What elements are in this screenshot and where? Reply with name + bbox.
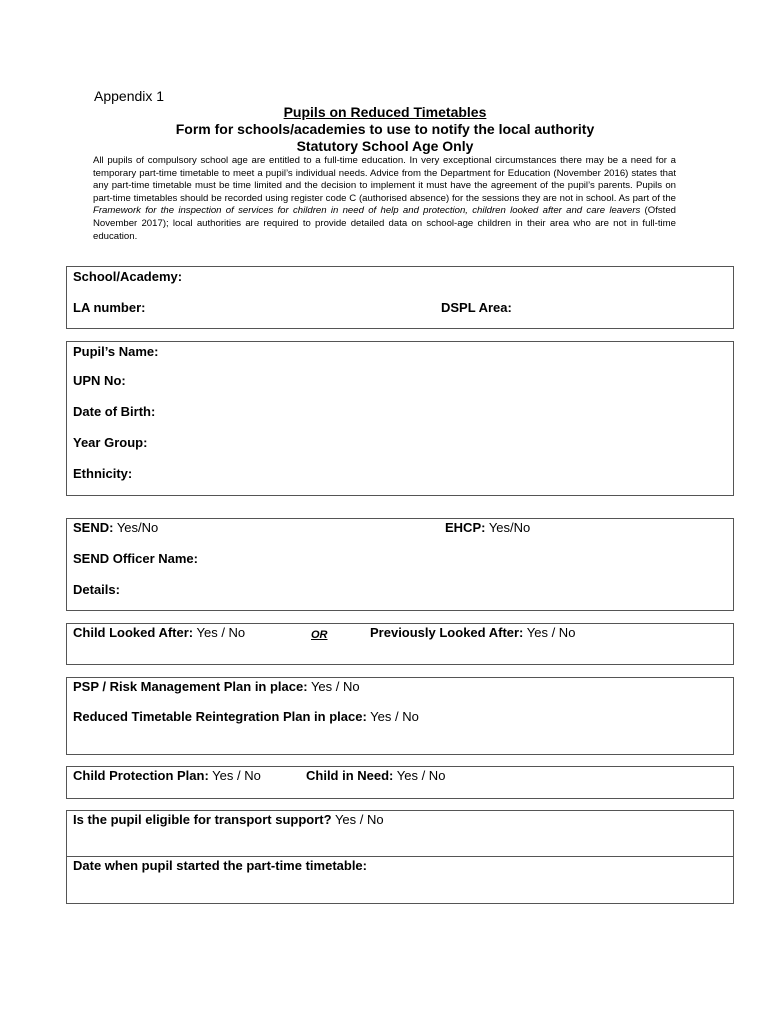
send-officer-field[interactable]: SEND Officer Name: (73, 551, 198, 566)
send-box (66, 518, 734, 611)
form-subtitle: Form for schools/academies to use to notify the local authority (175, 121, 595, 137)
ehcp-field[interactable]: EHCP: Yes/No (445, 520, 531, 535)
school-academy-field[interactable]: School/Academy: (73, 269, 183, 284)
plans-box (66, 677, 734, 755)
send-field[interactable]: SEND: Yes/No (73, 520, 159, 535)
upn-field[interactable]: UPN No: (73, 373, 126, 388)
protection-box (66, 766, 734, 799)
transport-support-field[interactable]: Is the pupil eligible for transport support? Yes / No (73, 812, 384, 827)
child-protection-plan-field[interactable]: Child Protection Plan: Yes / No (73, 768, 261, 783)
transport-box (66, 810, 734, 904)
appendix-label: Appendix 1 (94, 88, 165, 104)
pupil-name-field[interactable]: Pupil’s Name: (73, 344, 159, 359)
child-looked-after-field[interactable]: Child Looked After: Yes / No (73, 625, 246, 640)
start-date-field[interactable]: Date when pupil started the part-time timetable: (73, 858, 367, 873)
transport-divider (67, 856, 733, 857)
psp-plan-field[interactable]: PSP / Risk Management Plan in place: Yes / No (73, 679, 360, 694)
date-of-birth-field[interactable]: Date of Birth: (73, 404, 156, 419)
previously-looked-after-field[interactable]: Previously Looked After: Yes / No (370, 625, 576, 640)
ethnicity-field[interactable]: Ethnicity: (73, 466, 133, 481)
pupil-details-box (66, 341, 734, 496)
send-details-field[interactable]: Details: (73, 582, 120, 597)
or-label: OR (311, 629, 328, 641)
school-details-box (66, 266, 734, 329)
la-number-field[interactable]: LA number: (73, 300, 146, 315)
year-group-field[interactable]: Year Group: (73, 435, 148, 450)
form-title: Pupils on Reduced Timetables (283, 104, 487, 120)
dspl-area-field[interactable]: DSPL Area: (441, 300, 512, 315)
intro-paragraph: All pupils of compulsory school age are entitled to a full-time education. In very exceptional circumstances there may be a need for a temporary part-time timetable to meet a pupil’s individual needs. Advice from the Department for Education (November 2016) states that any part-time timetable must be time limited and the decision to implement it must have the agreement of the pupil’s parents. Pupils on part-time timetables should be recorded using register code C (authorised absence) for the sessions they are not in school. As part of the Framework for the inspection of services for children in need of help and protection, children looked after and care leavers (Ofsted November 2017); local authorities are required to provide detailed data on school-age children in their area who are not in full-time education. (93, 155, 676, 242)
looked-after-box (66, 623, 734, 665)
form-subtitle-2: Statutory School Age Only (296, 138, 474, 154)
child-in-need-field[interactable]: Child in Need: Yes / No (306, 768, 446, 783)
reintegration-plan-field[interactable]: Reduced Timetable Reintegration Plan in place: Yes / No (73, 709, 419, 724)
